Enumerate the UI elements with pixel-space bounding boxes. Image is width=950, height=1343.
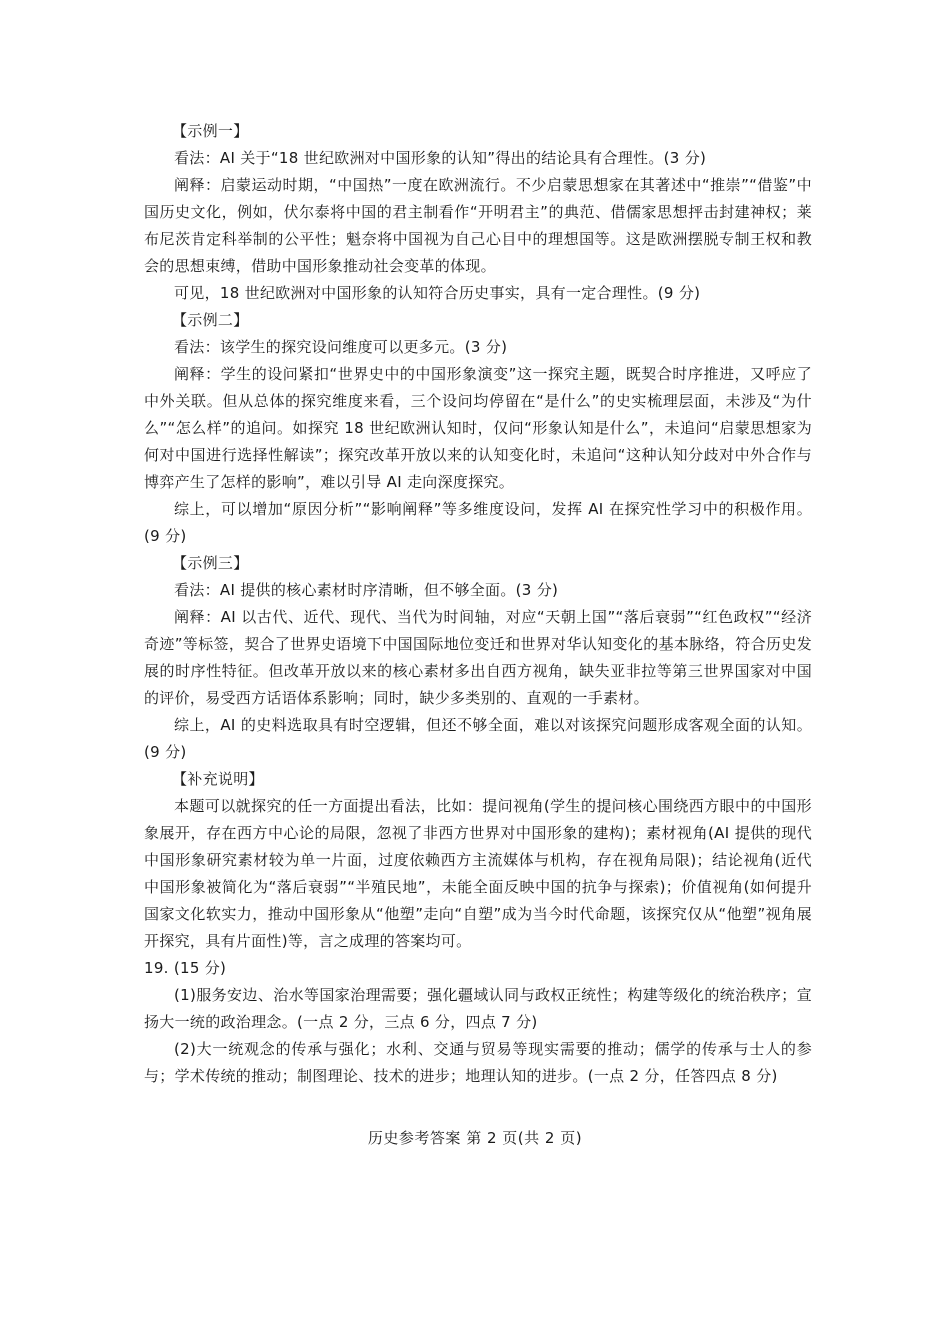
example1-conclusion: 可见，18 世纪欧洲对中国形象的认知符合历史事实，具有一定合理性。(9 分) — [174, 284, 701, 302]
supplement-text: 本题可以就探究的任一方面提出看法，比如：提问视角(学生的提问核心围绕西方眼中的中国形象展开，存在西方中心论的局限，忽视了非西方世界对中国形象的建构)；素材视角(AI 提供的现代中国形象研究素材较为单一片面，过度依赖西方主流媒体与机构，存在视角局限)；结论视角(近代中国形象被简化为“落后衰弱”“半殖民地”，未能全面反映中国的抗争与探索)；价值视角(如何提升国家文化软实力，推动中国形象从“他塑”走向“自塑”成为当今时代命题，该探究仅从“他塑”视角展开探究，具有片面性)等，言之成理的答案均可。 — [144, 797, 812, 950]
example3-conclusion: 综上，AI 的史料选取具有时空逻辑，但还不够全面，难以对该探究问题形成客观全面的认知。(9 分) — [144, 716, 812, 761]
supplement-heading: 【补充说明】 — [172, 770, 264, 788]
example3-view: 看法：AI 提供的核心素材时序清晰，但不够全面。(3 分) — [174, 581, 559, 599]
example1-explanation: 阐释：启蒙运动时期，“中国热”一度在欧洲流行。不少启蒙思想家在其著述中“推崇”“借鉴”中国历史文化，例如，伏尔泰将中国的君主制看作“开明君主”的典范、借儒家思想抨击封建神权；莱布尼茨肯定科举制的公平性；魁奈将中国视为自己心目中的理想国等。这是欧洲摆脱专制王权和教会的思想束缚，借助中国形象推动社会变革的体现。 — [144, 176, 812, 275]
answer-page — [144, 118, 812, 1090]
example3-heading: 【示例三】 — [172, 554, 249, 572]
example1-heading: 【示例一】 — [172, 122, 249, 140]
page-footer: 历史参考答案 第 2 页(共 2 页) — [367, 1129, 583, 1147]
example2-view: 看法：该学生的探究设问维度可以更多元。(3 分) — [174, 338, 508, 356]
example2-heading: 【示例二】 — [172, 311, 249, 329]
question-19-part1: (1)服务安边、治水等国家治理需要；强化疆域认同与政权正统性；构建等级化的统治秩序；宣扬大一统的政治理念。(一点 2 分，三点 6 分，四点 7 分) — [144, 986, 812, 1031]
question-19-number: 19. (15 分) — [144, 959, 227, 977]
question-19-part2: (2)大一统观念的传承与强化；水利、交通与贸易等现实需要的推动；儒学的传承与士人的参与；学术传统的推动；制图理论、技术的进步；地理认知的进步。(一点 2 分，任答四点 8 分) — [144, 1040, 812, 1085]
example3-explanation: 阐释：AI 以古代、近代、现代、当代为时间轴，对应“天朝上国”“落后衰弱”“红色政权”“经济奇迹”等标签，契合了世界史语境下中国国际地位变迁和世界对华认知变化的基本脉络，符合历史发展的时序性特征。但改革开放以来的核心素材多出自西方视角，缺失亚非拉等第三世界国家对中国的评价，易受西方话语体系影响；同时，缺少多类别的、直观的一手素材。 — [144, 608, 812, 707]
example2-explanation: 阐释：学生的设问紧扣“世界史中的中国形象演变”这一探究主题，既契合时序推进，又呼应了中外关联。但从总体的探究维度来看，三个设问均停留在“是什么”的史实梳理层面，未涉及“为什么”“怎么样”的追问。如探究 18 世纪欧洲认知时，仅问“形象认知是什么”，未追问“启蒙思想家为何对中国进行选择性解读”；探究改革开放以来的认知变化时，未追问“这种认知分歧对中外合作与博弈产生了怎样的影响”，难以引导 AI 走向深度探究。 — [144, 365, 812, 491]
example2-conclusion: 综上，可以增加“原因分析”“影响阐释”等多维度设问，发挥 AI 在探究性学习中的积极作用。(9 分) — [144, 500, 812, 545]
example1-view: 看法：AI 关于“18 世纪欧洲对中国形象的认知”得出的结论具有合理性。(3 分) — [174, 149, 707, 167]
